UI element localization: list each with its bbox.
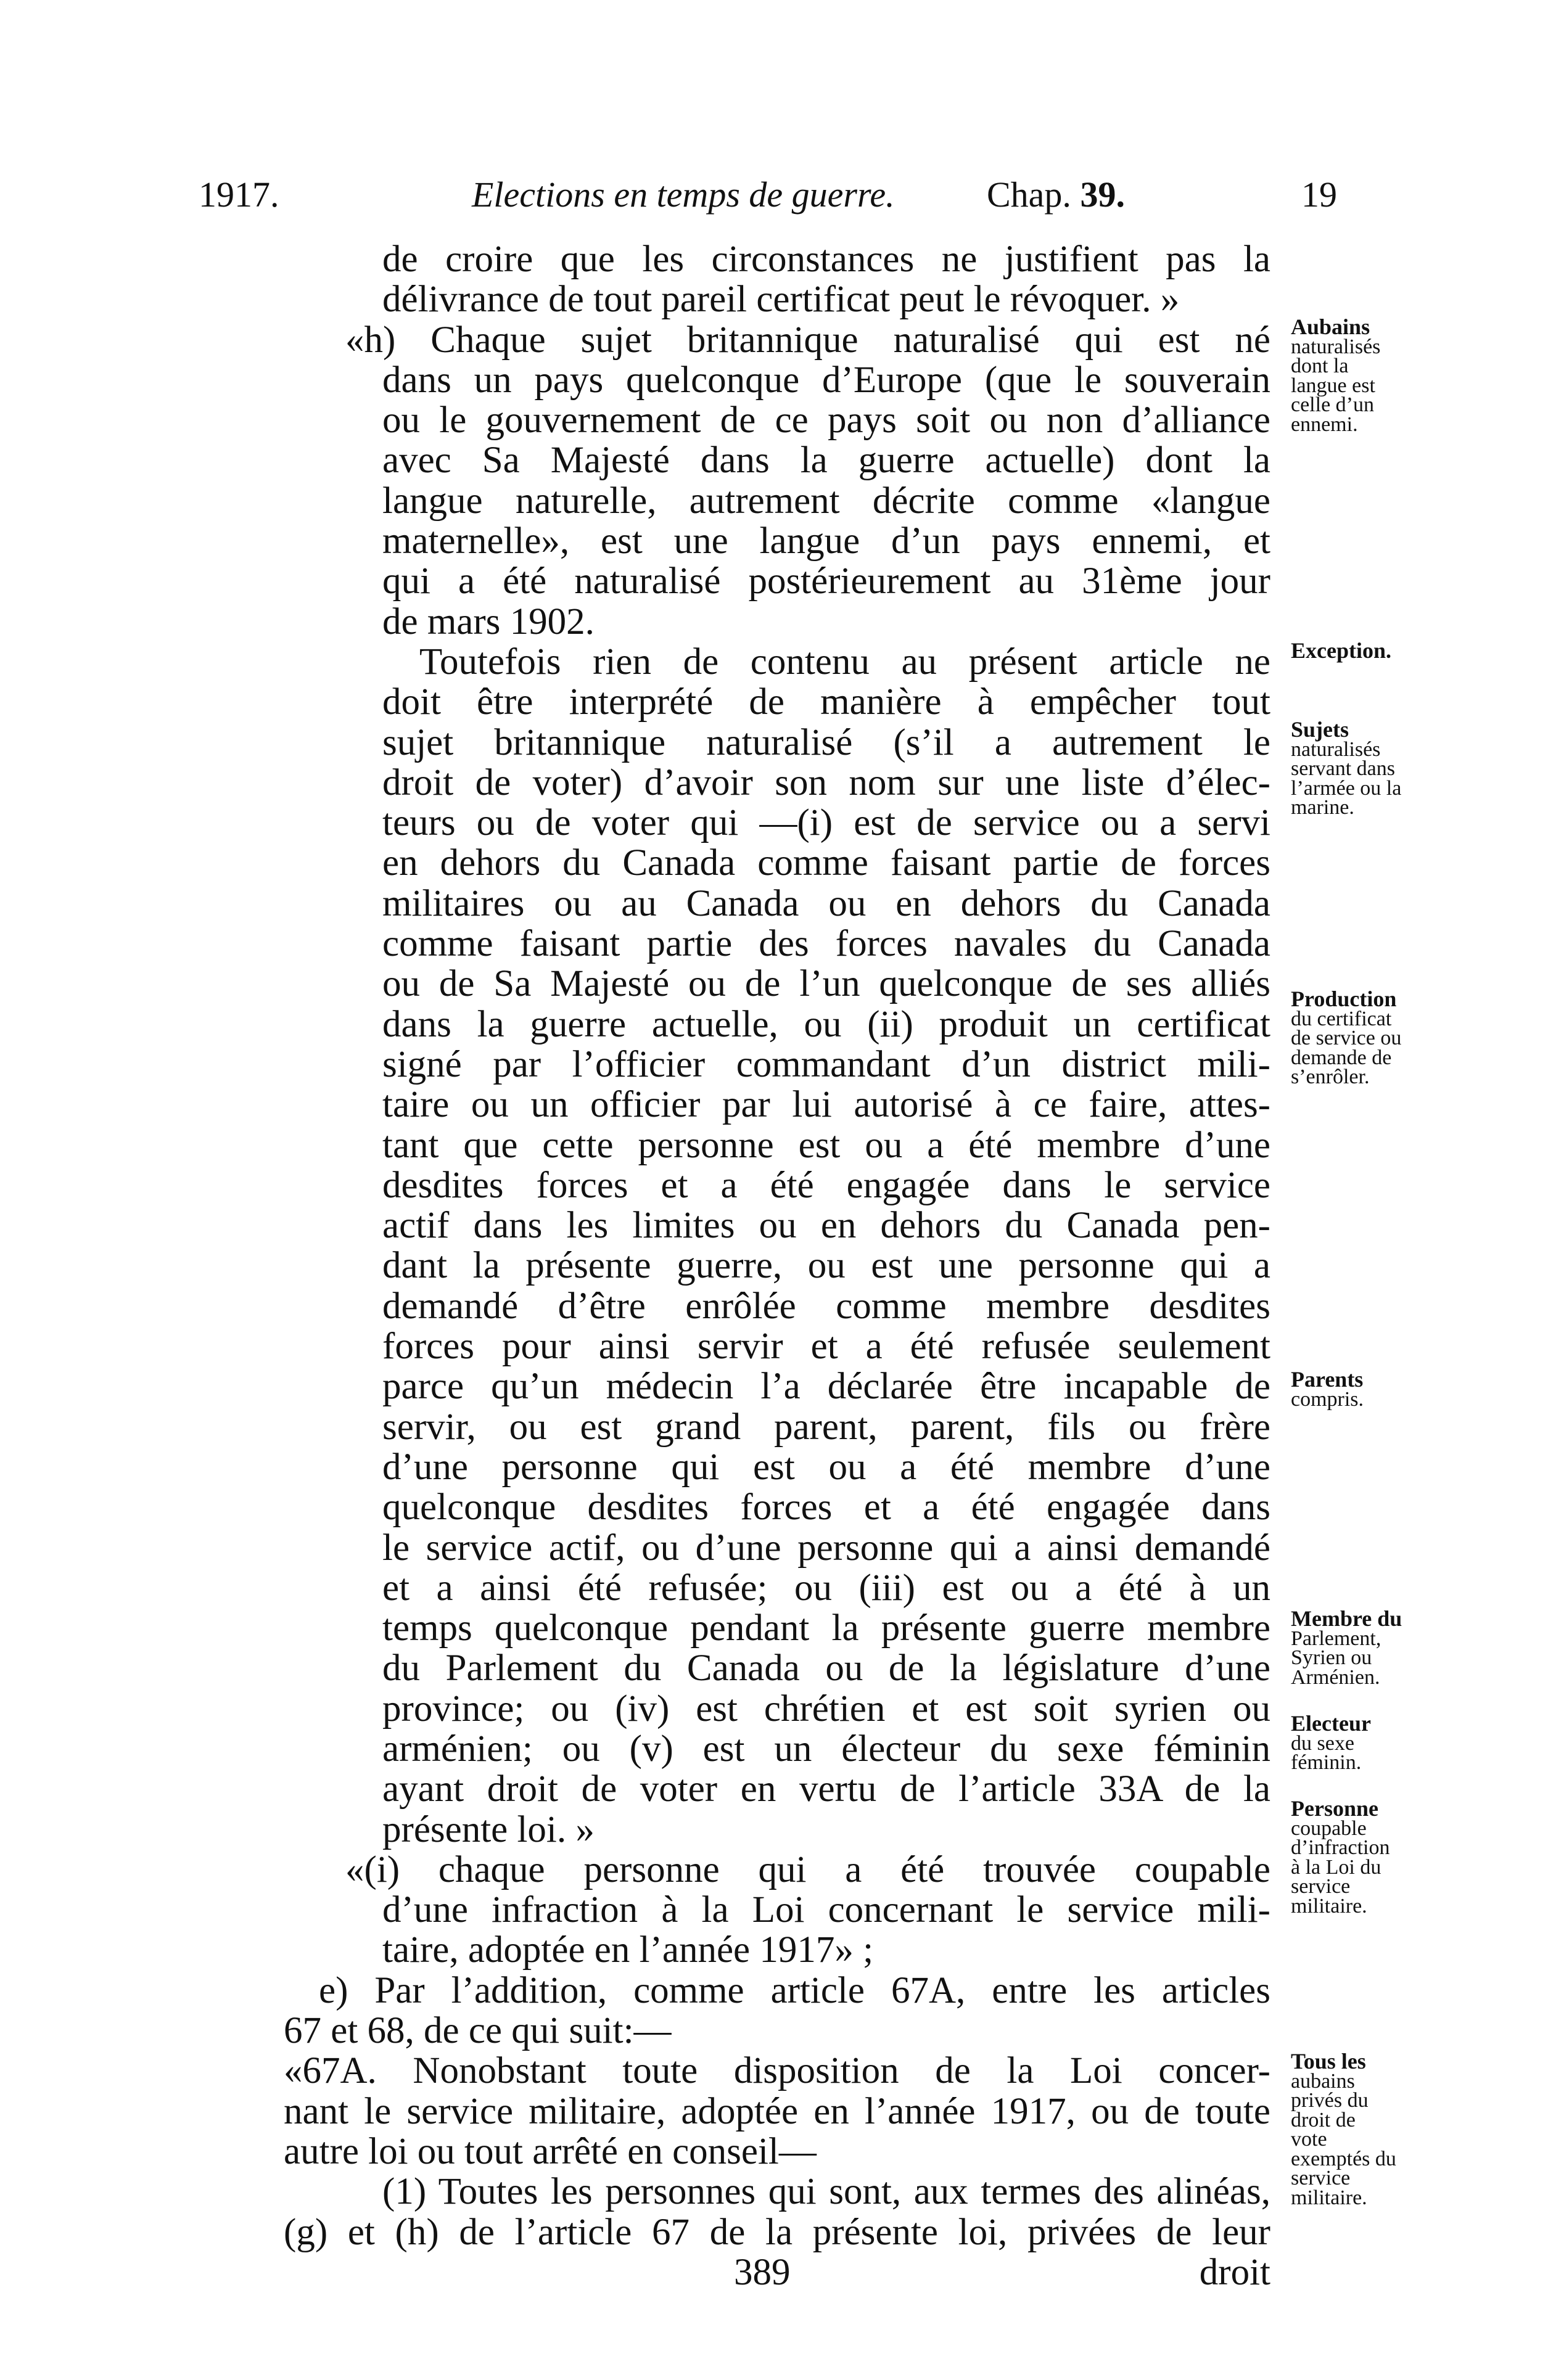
margin-note-line: dont la (1291, 355, 1349, 377)
body-line: taire, adoptée en l’année 1917» ; (382, 1929, 874, 1971)
margin-note-line: service (1291, 2167, 1351, 2189)
body-line: (g) et (h) de l’article 67 de la présente loi, privées de leur (284, 2211, 1270, 2253)
margin-note-line: Arménien. (1291, 1665, 1380, 1689)
page-number: 19 (1301, 174, 1337, 215)
margin-note-line: Membre du (1291, 1606, 1402, 1631)
body-line: délivrance de tout pareil certificat peut le révoquer. » (382, 279, 1180, 321)
margin-note-line: ennemi. (1291, 412, 1358, 436)
margin-note (1291, 638, 1494, 663)
body-line: de mars 1902. (382, 601, 595, 642)
body-line: doit être interprété de manière à empêcher tout (382, 681, 1270, 723)
body-line: droit de voter) d’avoir son nom sur une liste d’élec- (382, 761, 1270, 803)
header-year: 1917. (199, 174, 279, 215)
margin-note-line: naturalisés (1291, 737, 1381, 761)
margin-note-line: aubains (1291, 2069, 1355, 2093)
body-line: actif dans les limites ou en dehors du Canada pen- (382, 1205, 1270, 1247)
header-chapter (987, 173, 1125, 216)
margin-note-line: Personne (1291, 1796, 1378, 1821)
margin-note-line: service (1291, 1875, 1351, 1898)
body-line: 67 et 68, de ce qui suit:— (284, 2010, 672, 2052)
body-text (284, 239, 1270, 2293)
margin-note-line: Parents (1291, 1367, 1364, 1392)
body-line: qui a été naturalisé postérieurement au 31ème jour (382, 560, 1270, 602)
body-line: quelconque desdites forces et a été engagée dans (382, 1487, 1270, 1529)
body-line: militaires ou au Canada ou en dehors du Canada (382, 882, 1270, 924)
body-line: autre loi ou tout arrêté en conseil— (284, 2130, 817, 2172)
body-line: signé par l’officier commandant d’un district mili- (382, 1043, 1270, 1085)
margin-note (1291, 1711, 1494, 1774)
body-line: ou de Sa Majesté ou de l’un quelconque de ses alliés (382, 963, 1270, 1005)
body-line: Toutefois rien de contenu au présent article ne (419, 641, 1270, 683)
body-line: servir, ou est grand parent, parent, fils ou frère (382, 1406, 1270, 1448)
chapter-prefix: Chap. (987, 174, 1071, 215)
margin-note-line: servant dans (1291, 757, 1396, 780)
margin-note-line: compris. (1291, 1387, 1364, 1411)
margin-note-line: Electeur (1291, 1711, 1371, 1736)
body-line: le service actif, ou d’une personne qui a ainsi demandé (382, 1527, 1270, 1569)
body-line: d’une infraction à la Loi concernant le service mili- (382, 1889, 1270, 1931)
body-line: desdites forces et a été engagée dans le service (382, 1164, 1270, 1206)
body-line: dant la présente guerre, ou est une personne qui a (382, 1245, 1270, 1287)
margin-note-line: féminin. (1291, 1751, 1362, 1774)
body-line: «h) Chaque sujet britannique naturalisé qui est né (345, 319, 1270, 361)
margin-note-line: militaire. (1291, 1894, 1367, 1918)
body-line: en dehors du Canada comme faisant partie de forces (382, 842, 1270, 884)
margin-note-line: droit de (1291, 2108, 1356, 2132)
body-line: d’une personne qui est ou a été membre d’une (382, 1446, 1270, 1488)
margin-note-line: vote (1291, 2128, 1327, 2151)
body-line: tant que cette personne est ou a été membre d’une (382, 1124, 1270, 1166)
margin-note (1291, 1606, 1494, 1689)
body-line: et a ainsi été refusée; ou (iii) est ou a été à un (382, 1567, 1270, 1609)
body-line: e) Par l’addition, comme article 67A, entre les articles (319, 1969, 1270, 2011)
margin-note-line: marine. (1291, 796, 1354, 819)
body-line: maternelle», est une langue d’un pays ennemi, et (382, 520, 1270, 562)
page-footer (382, 2252, 1270, 2292)
body-line: sujet britannique naturalisé (s’il a autrement le (382, 721, 1270, 763)
margin-note-line: d’infraction (1291, 1836, 1390, 1859)
margin-note (1291, 987, 1494, 1088)
margin-note-line: demande de (1291, 1046, 1392, 1069)
margin-note-line: du certificat (1291, 1007, 1392, 1030)
margin-note (1291, 717, 1494, 819)
catchword: droit (1199, 2251, 1270, 2293)
body-line: langue naturelle, autrement décrite comme «langue (382, 480, 1270, 522)
margin-note-line: Aubains (1291, 314, 1370, 339)
margin-note-line: Syrien ou (1291, 1646, 1372, 1669)
body-line: avec Sa Majesté dans la guerre actuelle) dont la (382, 440, 1270, 482)
body-line: «(i) chaque personne qui a été trouvée coupable (345, 1849, 1270, 1890)
body-line: dans un pays quelconque d’Europe (que le souverain (382, 359, 1270, 401)
body-line: province; ou (iv) est chrétien et est soit syrien ou (382, 1688, 1270, 1730)
body-line: parce qu’un médecin l’a déclarée être incapable de (382, 1366, 1270, 1408)
margin-note-line: Production (1291, 987, 1397, 1011)
body-line: taire ou un officier par lui autorisé à ce faire, attes- (382, 1084, 1270, 1126)
body-line: dans la guerre actuelle, ou (ii) produit un certificat (382, 1003, 1270, 1045)
margin-note-line: de service ou (1291, 1027, 1402, 1049)
margin-note (1291, 314, 1494, 436)
margin-note-line: du sexe (1291, 1731, 1354, 1755)
margin-note-line: coupable (1291, 1816, 1367, 1840)
body-line: nant le service militaire, adoptée en l’année 1917, ou de toute (284, 2090, 1270, 2132)
margin-note-line: Sujets (1291, 717, 1349, 742)
folio-number: 389 (734, 2251, 791, 2293)
body-line: de croire que les circonstances ne justifient pas la (382, 239, 1270, 280)
body-line: teurs ou de voter qui —(i) est de service ou a servi (382, 802, 1270, 844)
body-line: présente loi. » (382, 1808, 595, 1850)
body-line: du Parlement du Canada ou de la législature d’une (382, 1648, 1270, 1689)
margin-note-line: militaire. (1291, 2186, 1367, 2209)
body-line: forces pour ainsi servir et a été refusée seulement (382, 1326, 1270, 1368)
margin-note-line: s’enrôler. (1291, 1065, 1370, 1088)
body-line: temps quelconque pendant la présente guerre membre (382, 1607, 1270, 1649)
margin-note-line: Tous les (1291, 2049, 1366, 2074)
chapter-number: 39. (1080, 174, 1125, 215)
body-line: demandé d’être enrôlée comme membre desdites (382, 1285, 1270, 1327)
header-title: Elections en temps de guerre. (472, 174, 895, 215)
margin-note (1291, 1367, 1494, 1411)
body-line: ayant droit de voter en vertu de l’article 33A de la (382, 1768, 1270, 1810)
margin-note-line: privés du (1291, 2089, 1369, 2112)
margin-note-line: langue est (1291, 374, 1375, 397)
margin-note-line: Parlement, (1291, 1627, 1381, 1650)
margin-note-line: exemptés du (1291, 2147, 1396, 2170)
margin-note-line: l’armée ou la (1291, 776, 1402, 800)
margin-note-line: naturalisés (1291, 335, 1381, 358)
margin-note (1291, 2049, 1494, 2209)
body-line: comme faisant partie des forces navales du Canada (382, 923, 1270, 965)
margin-note (1291, 1796, 1494, 1918)
body-line: ou le gouvernement de ce pays soit ou non d’alliance (382, 400, 1270, 441)
body-line: «67A. Nonobstant toute disposition de la Loi concer- (284, 2050, 1270, 2092)
margin-note-line: Exception. (1291, 638, 1392, 663)
body-line: arménien; ou (v) est un électeur du sexe féminin (382, 1728, 1270, 1770)
margin-note-line: à la Loi du (1291, 1855, 1381, 1879)
body-line: (1) Toutes les personnes qui sont, aux termes des alinéas, (382, 2171, 1270, 2213)
margin-note-line: celle d’un (1291, 393, 1374, 416)
